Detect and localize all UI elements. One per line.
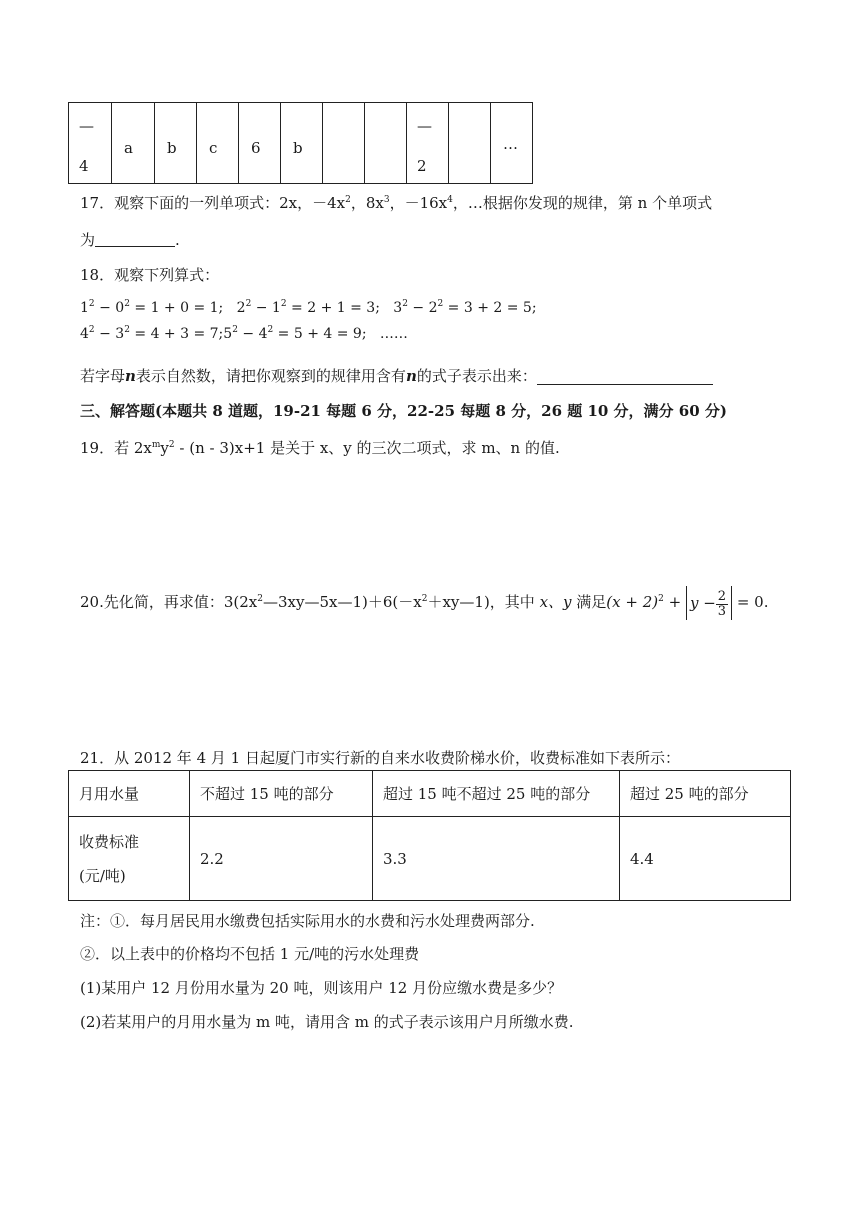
question-21-part-1: (1)某用户 12 月份用水量为 20 吨，则该用户 12 月份应缴水费是多少？ (80, 979, 563, 997)
table-cell: a (112, 103, 155, 184)
answer-blank[interactable] (95, 232, 175, 247)
table-cell (323, 103, 365, 184)
question-20: 20.先化简，再求值：$3(2x^2—3xy—5x—1)+6(-x^2+xy—1)$，其中 x、y 满足$(x + 2)^2 + y$ − $\frac{2}{3}$ = 0. (80, 586, 768, 620)
question-21-intro: 21．从 2012 年 4 月 1 日起厦门市实行新的自来水收费阶梯水价，收费标准如下表所示： (80, 749, 680, 767)
table-header-cell: 超过 25 吨的部分 (620, 771, 791, 817)
table-cell: — 2 (407, 103, 449, 184)
question-17-line-2: 为 . (80, 231, 180, 249)
table-header-cell: 超过 15 吨不超过 25 吨的部分 (373, 771, 620, 817)
table-cell: — 4 (69, 103, 112, 184)
question-21-part-2: (2)若某用户的月用水量为 m 吨，请用含 m 的式子表示该用户月所缴水费. (80, 1013, 574, 1031)
table-cell (365, 103, 407, 184)
question-17-line-1: 17．观察下面的一列单项式：2x，$-4x^2$，$8x^3$，$-16x^4$，…根据你发现的规律，第 n 个单项式 (80, 194, 713, 212)
table-row (69, 771, 791, 817)
question-18-prompt: 若字母n表示自然数，请把你观察到的规律用含有n的式子表示出来： (80, 365, 713, 386)
table-header-cell: 不超过 15 吨的部分 (190, 771, 373, 817)
table-cell: 6 (239, 103, 281, 184)
table-cell: 2.2 (190, 817, 373, 901)
table-header-cell: 月用水量 (69, 771, 190, 817)
table-row (69, 103, 533, 184)
note-2: ②．以上表中的价格均不包括 1 元/吨的污水处理费 (80, 945, 420, 963)
water-price-table (68, 770, 791, 901)
note-1: 注：①．每月居民用水缴费包括实际用水的水费和污水处理费两部分. (80, 912, 535, 930)
table-cell: c (197, 103, 239, 184)
question-18-title: 18．观察下列算式： (80, 266, 220, 284)
table-cell: b (155, 103, 197, 184)
table-cell: 4.4 (620, 817, 791, 901)
question-18-formulas-row-1: $1^2 - 0^2 = 1 + 0 = 1$; $2^2 - 1^2 = 2 + 1 = 3$; $3^2 - 2^2 = 3 + 2 = 5$; (80, 299, 537, 316)
fraction: $\frac{2}{3}$ (717, 588, 727, 619)
table-cell: … (491, 103, 533, 184)
question-18-formulas-row-2: $4^2 - 3^2 = 4 + 3$ = $7;5^2 - 4^2 = 5 + 4 = 9$; …… (80, 325, 408, 342)
table-cell: b (281, 103, 323, 184)
question-19: 19．若 $2x^my^2 - (n - 3)x+1$ 是关于 x、y 的三次二项式，求 m、n 的值. (80, 439, 560, 457)
sequence-table (68, 102, 533, 184)
table-cell (449, 103, 491, 184)
table-row (69, 817, 791, 901)
table-cell: 3.3 (373, 817, 620, 901)
table-row-label: 收费标准 (元/吨) (69, 817, 190, 901)
section-3-heading: 三、解答题(本题共 8 道题，19-21 每题 6 分，22-25 每题 8 分，26 题 10 分，满分 60 分) (80, 402, 727, 420)
answer-blank[interactable] (537, 370, 713, 385)
